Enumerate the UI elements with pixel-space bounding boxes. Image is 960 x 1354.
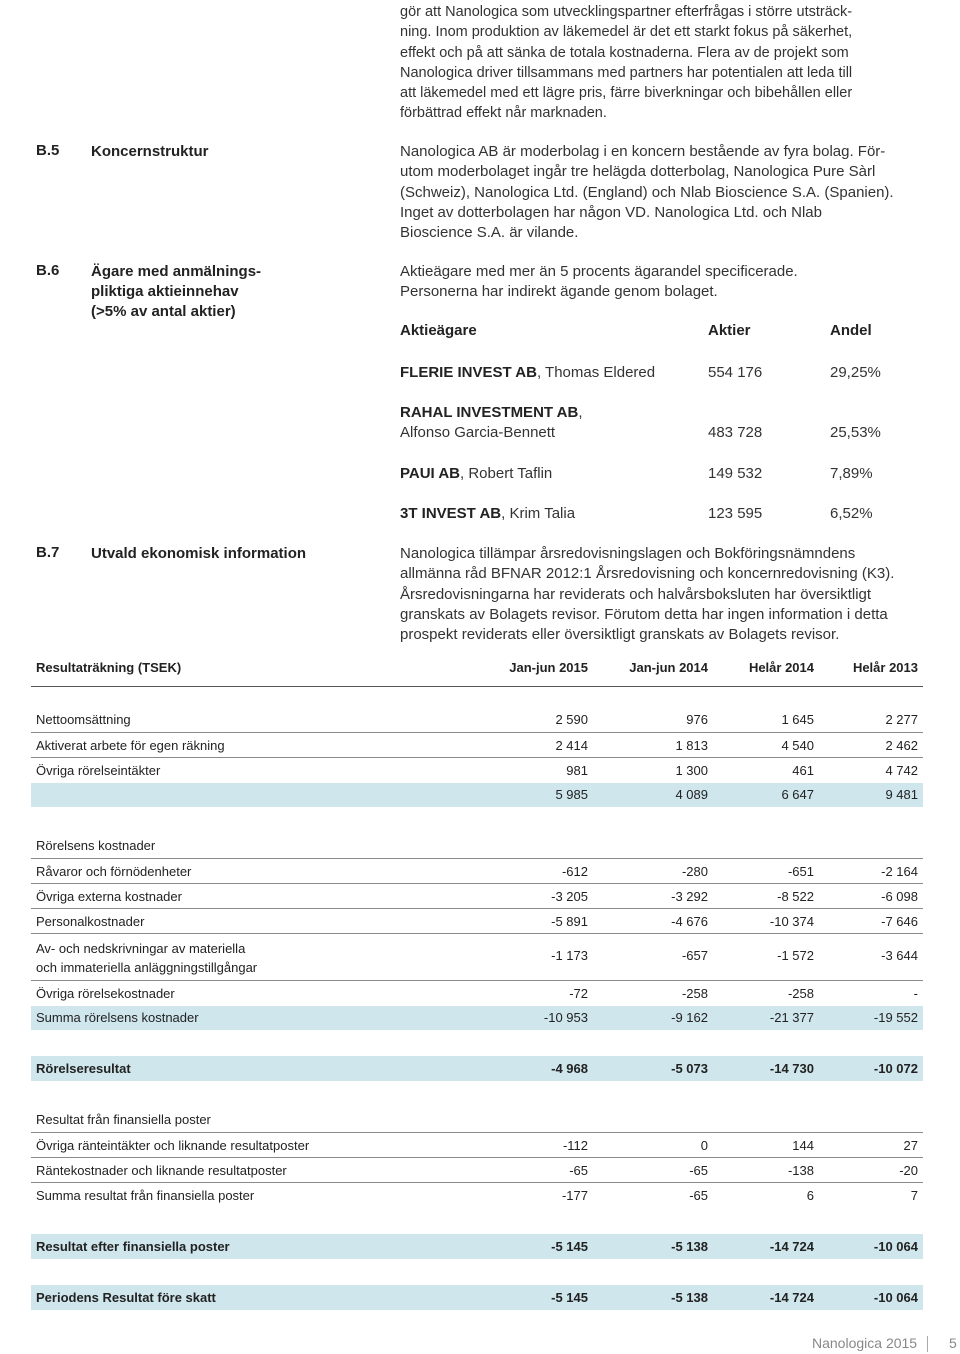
- operating-result-row: Rörelseresultat -4 968 -5 073 -14 730 -10 072: [31, 1056, 923, 1081]
- owner-person: , Robert Taflin: [460, 465, 553, 482]
- body-line: utom moderbolaget ingår tre helägda dotterbolag, Nanologica Pure Sàrl: [400, 163, 876, 181]
- title-line: pliktiga aktieinnehav: [91, 283, 239, 300]
- owner-person: , Thomas Eldered: [536, 364, 656, 381]
- table-row: Övriga rörelseintäkter 981 1 300 461 4 742: [31, 757, 923, 783]
- body-line: Nanologica tillämpar årsredovisningslagen och Bokföringsnämndens: [400, 545, 856, 562]
- section-number: B.6: [36, 262, 60, 279]
- footer-brand: Nanologica 2015: [812, 1335, 918, 1351]
- header-rule: [31, 686, 923, 687]
- owner-table-header: [400, 322, 920, 344]
- owner-shares: 123 595: [708, 505, 763, 522]
- owner-company: FLERIE INVEST AB: [400, 364, 537, 381]
- table-row: Råvaror och förnödenheter -612 -280 -651 -2 164: [31, 858, 923, 884]
- result-before-tax-row: Periodens Resultat före skatt -5 145 -5 138 -14 724 -10 064: [31, 1285, 923, 1310]
- intro-line: effekt och på att sänka de totala kostnaderna. Flera av de projekt som: [400, 44, 849, 61]
- owner-company: 3T INVEST AB: [400, 505, 502, 522]
- owner-pct: 7,89%: [830, 465, 873, 482]
- section-number: B.7: [36, 544, 60, 561]
- body-line: Bioscience S.A. är vilande.: [400, 224, 579, 242]
- section-label-row: Rörelsens kostnader: [36, 838, 156, 853]
- owner-shares: 554 176: [708, 364, 763, 381]
- page-number: 5: [949, 1335, 957, 1351]
- table-row: Övriga externa kostnader -3 205 -3 292 -8 522 -6 098: [31, 883, 923, 909]
- owner-pct: 25,53%: [830, 424, 881, 441]
- body-line: Årsredovisningarna har reviderats och halvårsboksluten har översiktligt: [400, 585, 872, 603]
- table-row: Personalkostnader -5 891 -4 676 -10 374 -7 646: [31, 908, 923, 934]
- table-header-row: [31, 660, 923, 680]
- result-after-financial-row: Resultat efter finansiella poster -5 145 -5 138 -14 724 -10 064: [31, 1234, 923, 1259]
- intro-line: gör att Nanologica som utvecklingspartner efterfrågas i större utsträck-: [400, 4, 853, 20]
- body-line: granskats av Bolagets revisor. Förutom detta har ingen information i detta: [400, 605, 888, 623]
- table-row: Av- och nedskrivningar av materiella och immateriella anläggningstillgångar -1 173 -657 -1 572 -3 644: [31, 933, 923, 981]
- owner-pct: 6,52%: [830, 505, 873, 522]
- pct-col-header: Andel: [830, 322, 872, 339]
- footer-divider: [927, 1336, 928, 1352]
- section-title: Koncernstruktur: [91, 143, 209, 160]
- table-header: Jan-jun 2015: [509, 660, 588, 675]
- owner-col-header: Aktieägare: [400, 322, 477, 339]
- owner-shares: 483 728: [708, 424, 763, 441]
- table-row: Övriga rörelsekostnader -72 -258 -258 -: [31, 980, 923, 1006]
- intro-line: Nanologica driver tillsammans med partners har potentialen att leda till: [400, 64, 853, 81]
- body-line: Inget av dotterbolagen har någon VD. Nanologica Ltd. och Nlab: [400, 203, 822, 221]
- section-body: [400, 142, 925, 243]
- section-label-row: Resultat från finansiella poster: [36, 1112, 211, 1127]
- section-body: [400, 544, 925, 645]
- owner-person: Alfonso Garcia-Bennett: [400, 424, 556, 442]
- section-number: B.5: [36, 142, 60, 159]
- owner-company: PAUI AB: [400, 465, 460, 482]
- owner-pct: 29,25%: [830, 364, 881, 381]
- body-line: Personerna har indirekt ägande genom bolaget.: [400, 283, 718, 301]
- table-row: Nettoomsättning 2 590 976 1 645 2 277: [36, 712, 918, 727]
- body-line: Nanologica AB är moderbolag i en koncern bestående av fyra bolag. För-: [400, 143, 886, 160]
- body-line: prospekt reviderats eller översiktligt granskats av Bolagets revisor.: [400, 626, 840, 644]
- body-line: allmänna råd BFNAR 2012:1 Årsredovisning och koncernredovisning (K3).: [400, 565, 895, 583]
- subtotal-row: 5 985 4 089 6 647 9 481: [31, 783, 923, 807]
- table-row: Summa resultat från finansiella poster -177 -65 6 7: [31, 1182, 923, 1208]
- table-row: Aktiverat arbete för egen räkning 2 414 1 813 4 540 2 462: [31, 732, 923, 758]
- intro-line: att läkemedel med ett lägre pris, färre biverkningar och bibehållen eller: [400, 85, 853, 102]
- title-line: Ägare med anmälnings-: [91, 263, 262, 280]
- owner-person: ,: [578, 404, 583, 421]
- section-body: [400, 262, 925, 303]
- section-title: [91, 262, 381, 322]
- table-header: Helår 2014: [748, 660, 814, 675]
- body-line: (Schweiz), Nanologica Ltd. (England) och Nlab Bioscience S.A. (Spanien).: [400, 183, 894, 201]
- table-header: Jan-jun 2014: [629, 660, 708, 675]
- subtotal-row: Summa rörelsens kostnader -10 953 -9 162 -21 377 -19 552: [31, 1006, 923, 1030]
- owner-person: , Krim Talia: [501, 505, 576, 522]
- table-header: Helår 2013: [852, 660, 918, 675]
- title-line: (>5% av antal aktier): [91, 303, 236, 320]
- shares-col-header: Aktier: [708, 322, 751, 339]
- intro-paragraph: [400, 2, 920, 124]
- body-line: Aktieägare med mer än 5 procents ägarandel specificerade.: [400, 263, 798, 280]
- table-header: Resultaträkning (TSEK): [36, 660, 182, 675]
- owner-company: RAHAL INVESTMENT AB: [400, 404, 579, 421]
- table-row: Räntekostnader och liknande resultatposter -65 -65 -138 -20: [31, 1157, 923, 1183]
- intro-line: förbättrad effekt når marknaden.: [400, 105, 607, 122]
- section-title: Utvald ekonomisk information: [91, 545, 307, 562]
- owner-shares: 149 532: [708, 465, 763, 482]
- table-row: Övriga ränteintäkter och liknande resultatposter -112 0 144 27: [31, 1132, 923, 1158]
- intro-line: ning. Inom produktion av läkemedel är det ett starkt fokus på säkerhet,: [400, 24, 853, 41]
